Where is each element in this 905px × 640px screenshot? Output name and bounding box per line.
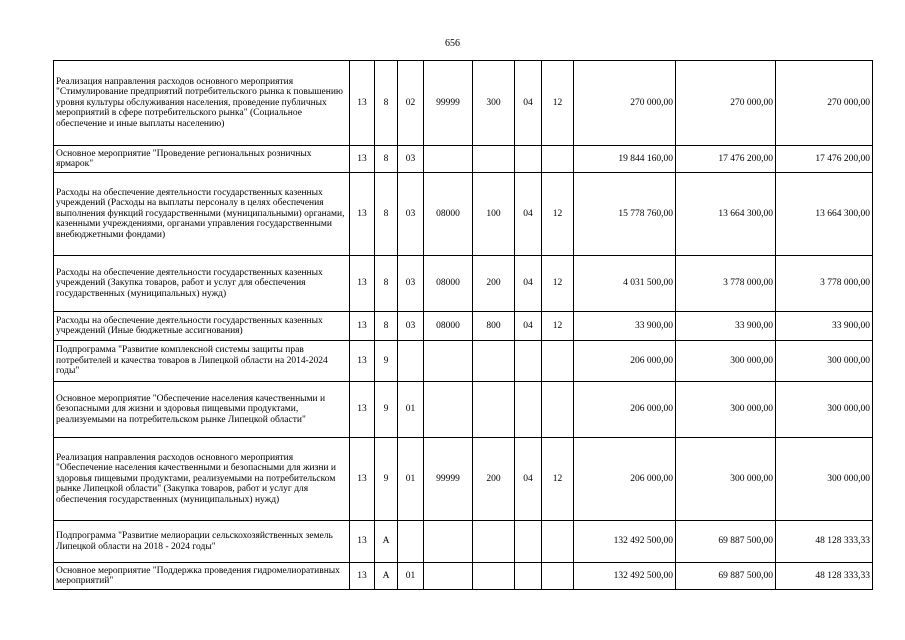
code-cell: 8 <box>375 146 398 173</box>
amount-cell: 17 476 200,00 <box>776 146 873 173</box>
code-cell: А <box>375 521 398 563</box>
code-cell: 12 <box>542 438 574 521</box>
amount-cell: 33 900,00 <box>676 312 776 341</box>
code-cell <box>473 341 515 382</box>
code-cell: 01 <box>398 563 424 590</box>
amount-cell: 206 000,00 <box>574 341 676 382</box>
row-name: Основное мероприятие "Обеспечение населения качественными и безопасными для жизни и здоровья пищевыми продуктами, реализуемыми на потребительском рынке Липецкой области" <box>54 382 350 438</box>
table-row <box>54 382 873 438</box>
amount-cell: 33 900,00 <box>776 312 873 341</box>
code-cell: 13 <box>350 341 375 382</box>
amount-cell: 3 778 000,00 <box>776 256 873 312</box>
code-cell: 12 <box>542 312 574 341</box>
row-name: Расходы на обеспечение деятельности государственных казенных учреждений (Иные бюджетные ассигнования) <box>54 312 350 341</box>
amount-cell: 15 778 760,00 <box>574 173 676 256</box>
code-cell <box>424 341 473 382</box>
code-cell: 04 <box>515 312 542 341</box>
code-cell <box>398 341 424 382</box>
code-cell: 800 <box>473 312 515 341</box>
code-cell: 12 <box>542 61 574 146</box>
code-cell <box>473 563 515 590</box>
row-name: Реализация направления расходов основного мероприятия "Стимулирование предприятий потребительского рынка к повышению уровня культуры обслуживания населения, проведение публичных мероприятий в сфере потребительского рынка" (Социальное обеспечение и иные выплаты населению) <box>54 61 350 146</box>
code-cell: 9 <box>375 382 398 438</box>
code-cell: 8 <box>375 173 398 256</box>
code-cell: 100 <box>473 173 515 256</box>
code-cell <box>542 146 574 173</box>
code-cell <box>398 521 424 563</box>
amount-cell: 300 000,00 <box>676 382 776 438</box>
code-cell: 08000 <box>424 173 473 256</box>
amount-cell: 48 128 333,33 <box>776 521 873 563</box>
code-cell: 08000 <box>424 256 473 312</box>
code-cell: 04 <box>515 256 542 312</box>
row-name: Основное мероприятие "Проведение региональных розничных ярмарок" <box>54 146 350 173</box>
code-cell: 13 <box>350 173 375 256</box>
code-cell: 9 <box>375 438 398 521</box>
row-name: Основное мероприятие "Поддержка проведения гидромелиоративных мероприятий" <box>54 563 350 590</box>
code-cell <box>515 382 542 438</box>
code-cell: 9 <box>375 341 398 382</box>
code-cell: 200 <box>473 256 515 312</box>
code-cell: 01 <box>398 382 424 438</box>
table-row <box>54 61 873 146</box>
code-cell: 99999 <box>424 61 473 146</box>
table-row <box>54 173 873 256</box>
amount-cell: 270 000,00 <box>574 61 676 146</box>
code-cell <box>473 382 515 438</box>
code-cell <box>424 382 473 438</box>
code-cell <box>473 146 515 173</box>
code-cell: 12 <box>542 173 574 256</box>
amount-cell: 132 492 500,00 <box>574 521 676 563</box>
table-row <box>54 563 873 590</box>
table-row <box>54 256 873 312</box>
amount-cell: 270 000,00 <box>676 61 776 146</box>
table-row <box>54 521 873 563</box>
page-number: 656 <box>445 38 460 49</box>
amount-cell: 300 000,00 <box>676 438 776 521</box>
code-cell: 13 <box>350 312 375 341</box>
amount-cell: 270 000,00 <box>776 61 873 146</box>
code-cell: 03 <box>398 256 424 312</box>
amount-cell: 300 000,00 <box>776 341 873 382</box>
amount-cell: 132 492 500,00 <box>574 563 676 590</box>
code-cell: А <box>375 563 398 590</box>
code-cell: 04 <box>515 173 542 256</box>
code-cell: 03 <box>398 312 424 341</box>
code-cell: 13 <box>350 146 375 173</box>
code-cell: 13 <box>350 256 375 312</box>
amount-cell: 3 778 000,00 <box>676 256 776 312</box>
amount-cell: 300 000,00 <box>776 382 873 438</box>
code-cell: 01 <box>398 438 424 521</box>
code-cell <box>542 341 574 382</box>
code-cell: 13 <box>350 61 375 146</box>
code-cell <box>473 521 515 563</box>
code-cell: 13 <box>350 438 375 521</box>
table-row <box>54 146 873 173</box>
budget-table <box>53 60 873 590</box>
table-row <box>54 312 873 341</box>
amount-cell: 69 887 500,00 <box>676 521 776 563</box>
code-cell <box>424 146 473 173</box>
code-cell: 13 <box>350 382 375 438</box>
code-cell <box>542 382 574 438</box>
code-cell <box>542 521 574 563</box>
code-cell: 08000 <box>424 312 473 341</box>
code-cell: 04 <box>515 61 542 146</box>
code-cell: 300 <box>473 61 515 146</box>
table-row <box>54 341 873 382</box>
code-cell: 13 <box>350 563 375 590</box>
code-cell <box>542 563 574 590</box>
amount-cell: 300 000,00 <box>776 438 873 521</box>
code-cell: 03 <box>398 173 424 256</box>
amount-cell: 206 000,00 <box>574 438 676 521</box>
code-cell <box>515 341 542 382</box>
row-name: Расходы на обеспечение деятельности государственных казенных учреждений (Расходы на выплаты персоналу в целях обеспечения выполнения функций государственными (муниципальными) органами, казенными учреждениями, органами управления государственными внебюджетными фондами) <box>54 173 350 256</box>
code-cell <box>515 146 542 173</box>
code-cell: 03 <box>398 146 424 173</box>
amount-cell: 300 000,00 <box>676 341 776 382</box>
code-cell: 04 <box>515 438 542 521</box>
code-cell <box>515 521 542 563</box>
code-cell <box>515 563 542 590</box>
code-cell: 8 <box>375 256 398 312</box>
row-name: Подпрограмма "Развитие комплексной системы защиты прав потребителей и качества товаров в Липецкой области на 2014-2024 годы" <box>54 341 350 382</box>
code-cell: 200 <box>473 438 515 521</box>
amount-cell: 33 900,00 <box>574 312 676 341</box>
code-cell: 8 <box>375 312 398 341</box>
row-name: Подпрограмма "Развитие мелиорации сельскохозяйственных земель Липецкой области на 2018 - 2024 годы" <box>54 521 350 563</box>
amount-cell: 13 664 300,00 <box>676 173 776 256</box>
code-cell <box>424 521 473 563</box>
row-name: Реализация направления расходов основного мероприятия "Обеспечение населения качественными и безопасными для жизни и здоровья пищевыми продуктами, реализуемыми на потребительском рынке Липецкой области" (Закупка товаров, работ и услуг для обеспечения государственных (муниципальных) нужд) <box>54 438 350 521</box>
code-cell: 13 <box>350 521 375 563</box>
code-cell: 02 <box>398 61 424 146</box>
code-cell <box>424 563 473 590</box>
row-name: Расходы на обеспечение деятельности государственных казенных учреждений (Закупка товаров, работ и услуг для обеспечения государственных (муниципальных) нужд) <box>54 256 350 312</box>
amount-cell: 19 844 160,00 <box>574 146 676 173</box>
amount-cell: 206 000,00 <box>574 382 676 438</box>
table-body <box>54 61 873 590</box>
amount-cell: 4 031 500,00 <box>574 256 676 312</box>
amount-cell: 48 128 333,33 <box>776 563 873 590</box>
code-cell: 99999 <box>424 438 473 521</box>
amount-cell: 69 887 500,00 <box>676 563 776 590</box>
code-cell: 8 <box>375 61 398 146</box>
amount-cell: 17 476 200,00 <box>676 146 776 173</box>
code-cell: 12 <box>542 256 574 312</box>
table-row <box>54 438 873 521</box>
amount-cell: 13 664 300,00 <box>776 173 873 256</box>
